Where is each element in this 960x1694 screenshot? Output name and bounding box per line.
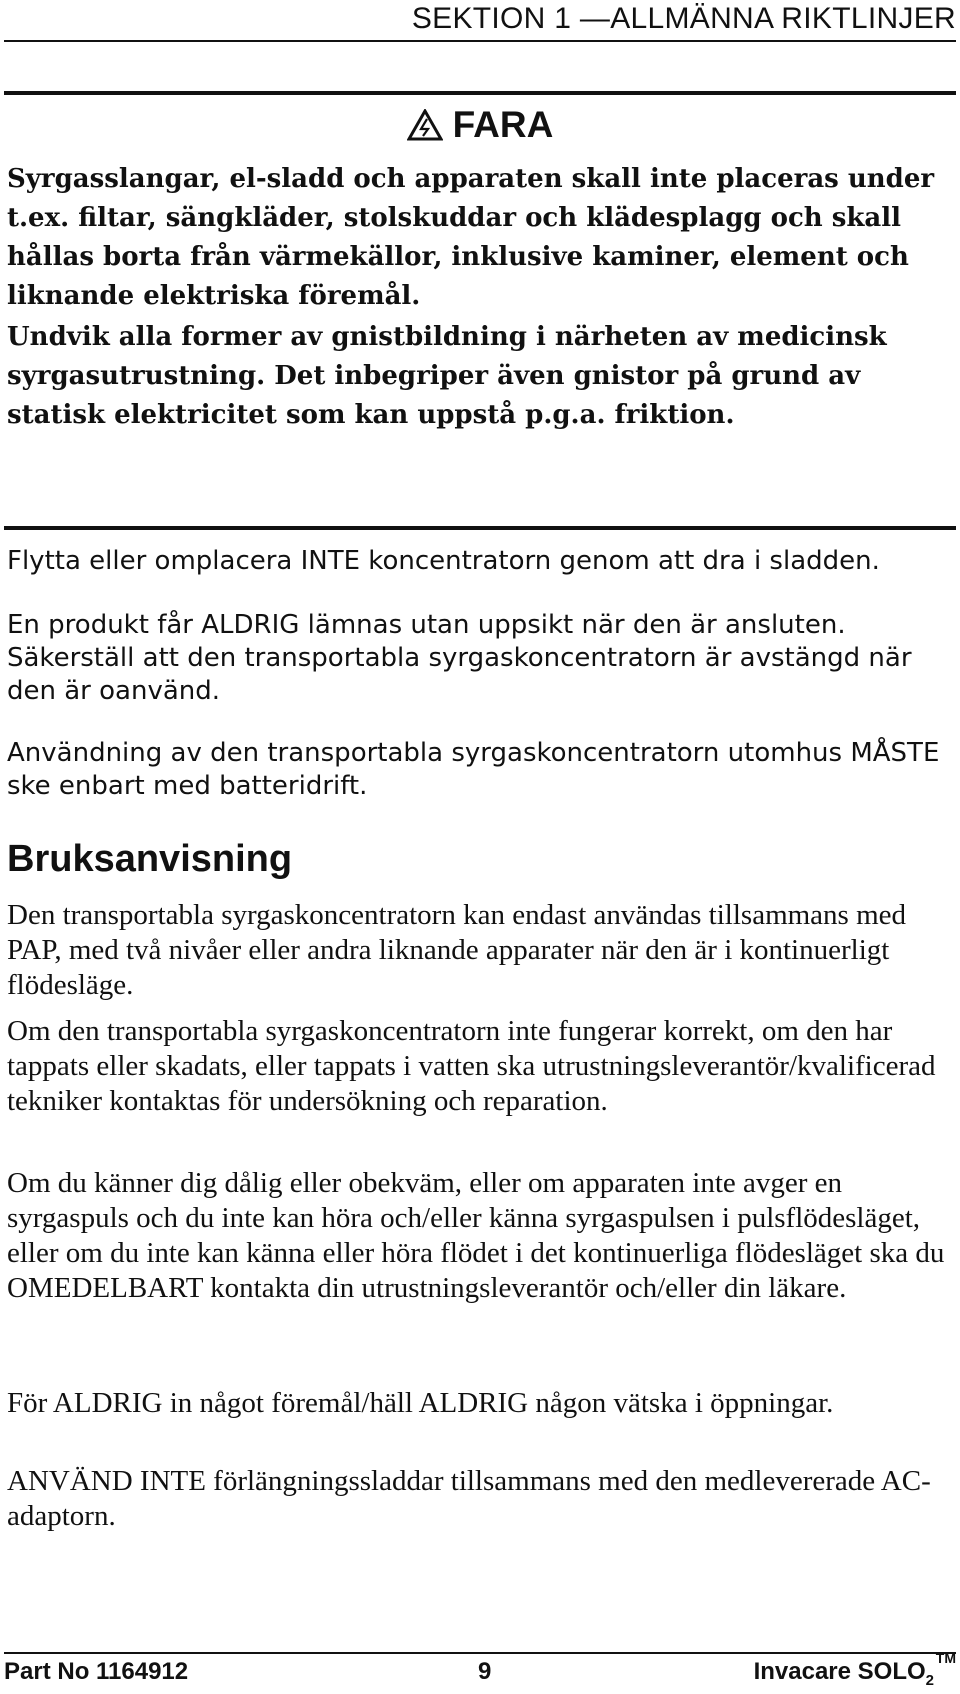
body-paragraph: Om du känner dig dålig eller obekväm, eller om apparaten inte avger en syrgaspuls och du inte kan höra och/eller känna syrgaspulsen i pulsflödesläget, eller om du inte kan känna eller höra flödet i det kontinuerliga flödesläget ska du OMEDELBART kontakta din utrustningsleverantör och/eller din läkare.: [7, 1167, 945, 1304]
brand-name: Invacare $SOLO_2$: [753, 1658, 934, 1689]
page-header: [0, 0, 960, 50]
warning-triangle-electrical-icon: [407, 109, 443, 141]
body-paragraph: För ALDRIG in något föremål/häll ALDRIG någon vätska i öppningar.: [7, 1387, 834, 1419]
warning-top-divider: [4, 91, 956, 95]
warning-heading: [0, 104, 960, 146]
part-number: Part No 1164912: [4, 1658, 189, 1685]
brand-subscript: 2: [925, 1672, 934, 1689]
warning-title: FARA: [452, 104, 554, 145]
warning-paragraph: Syrgasslangar, el-sladd och apparaten skall inte placeras under t.ex. filtar, sängkläder, stolskuddar och klädesplagg och skall hållas borta från värmekällor, inklusive kaminer, element och liknande elektriska föremål.: [7, 164, 935, 311]
footer-divider: [4, 1652, 956, 1654]
body-paragraph: Den transportabla syrgaskoncentratorn kan endast användas tillsammans med PAP, med två nivåer eller andra liknande apparater när den är i kontinuerligt flödesläge.: [7, 899, 907, 1001]
warning-bottom-divider: [4, 526, 956, 530]
body-paragraph: Om den transportabla syrgaskoncentratorn inte fungerar korrekt, om den har tappats eller skadats, eller tappats i vatten ska utrustningsleverantör/kvalificerad tekniker kontaktas för undersökning och reparation.: [7, 1015, 936, 1117]
section-title: SEKTION 1 —ALLMÄNNA RIKTLINJER: [411, 2, 956, 35]
warning-paragraph: Undvik alla former av gnistbildning i närheten av medicinsk syrgasutrustning. Det inbegriper även gnistor på grund av statisk elektricitet som kan uppstå p.g.a. friktion.: [7, 322, 887, 430]
section-heading: Bruksanvisning: [7, 838, 293, 880]
caution-paragraph: Flytta eller omplacera INTE koncentratorn genom att dra i sladden.: [7, 546, 880, 576]
caution-paragraph: Användning av den transportabla syrgaskoncentratorn utomhus MÅSTE ske enbart med batteridrift.: [7, 738, 940, 801]
page-number: 9: [478, 1658, 492, 1685]
body-paragraph: ANVÄND INTE förlängningssladdar tillsammans med den medlevererade AC-adaptorn.: [7, 1465, 931, 1532]
trademark-symbol: TM: [935, 1650, 956, 1666]
caution-paragraph: En produkt får ALDRIG lämnas utan uppsikt när den är ansluten. Säkerställ att den transportabla syrgaskoncentratorn är avstängd när den är oanvänd.: [7, 610, 912, 706]
header-divider: [4, 40, 956, 42]
